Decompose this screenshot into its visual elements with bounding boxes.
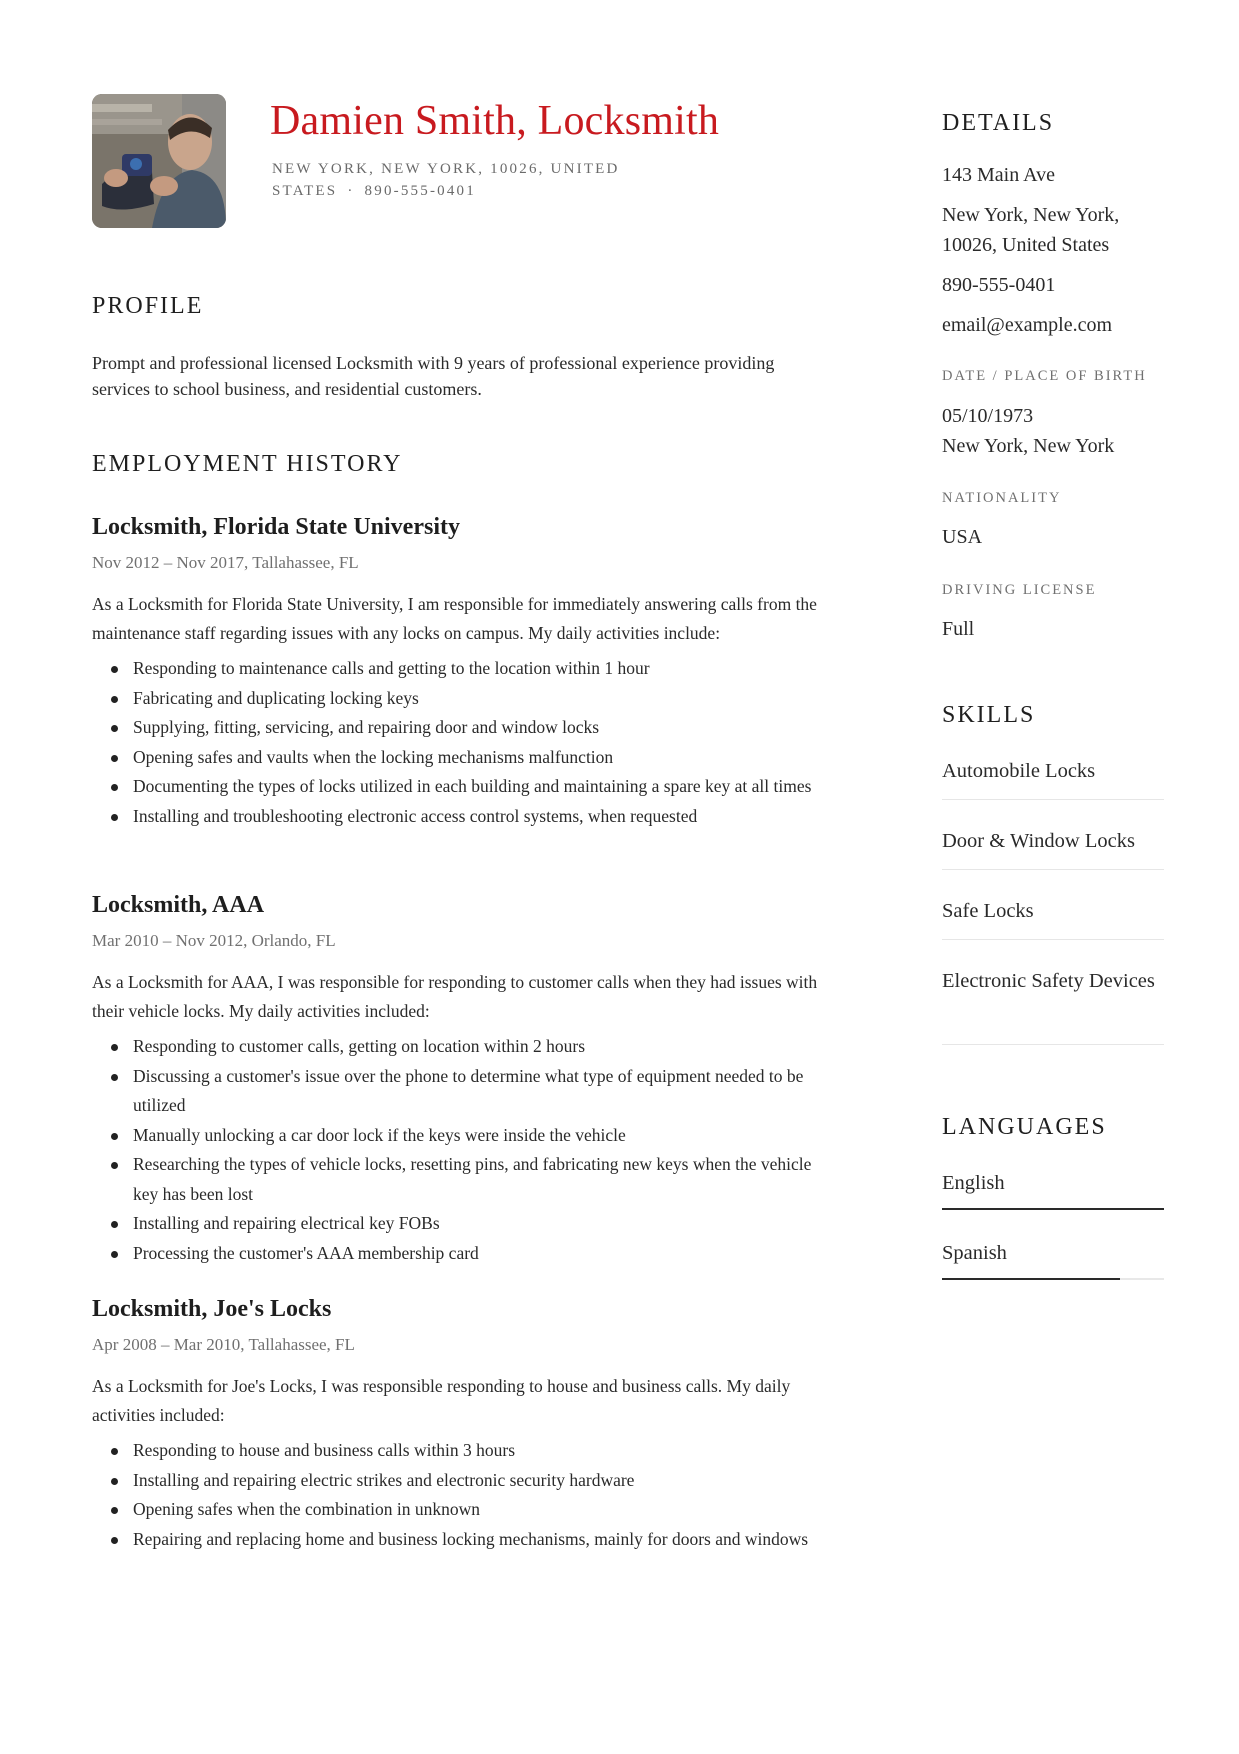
- language-level-fill: [942, 1278, 1120, 1280]
- bullet-icon: [111, 784, 118, 791]
- list-item: Installing and repairing electric strikes and electronic security hardware: [92, 1466, 832, 1496]
- job-dates: Nov 2012 – Nov 2017, Tallahassee, FL: [92, 553, 359, 572]
- profile-summary: Prompt and professional licensed Locksmith with 9 years of professional experience providing services to school business, and residential customers.: [92, 353, 775, 399]
- bullet-icon: [111, 1507, 118, 1514]
- employment-heading: EMPLOYMENT HISTORY: [92, 451, 403, 477]
- bullet-icon: [111, 1251, 118, 1258]
- detail-phone: 890-555-0401: [942, 274, 1056, 296]
- job-title: Locksmith, Florida State University: [92, 514, 460, 540]
- list-item: Supplying, fitting, servicing, and repairing door and window locks: [92, 713, 832, 743]
- address-continued: STATES: [272, 183, 338, 199]
- language-item: English: [942, 1172, 1005, 1194]
- details-heading: DETAILS: [942, 110, 1055, 136]
- license-label: DRIVING LICENSE: [942, 582, 1097, 598]
- detail-email[interactable]: email@example.com: [942, 314, 1113, 336]
- profile-heading: PROFILE: [92, 293, 204, 319]
- list-item: Responding to maintenance calls and getting to the location within 1 hour: [92, 654, 832, 684]
- bullet-icon: [111, 1074, 118, 1081]
- license-value: Full: [942, 618, 975, 640]
- job-dates: Apr 2008 – Mar 2010, Tallahassee, FL: [92, 1335, 355, 1354]
- list-item: Manually unlocking a car door lock if the keys were inside the vehicle: [92, 1121, 832, 1151]
- birth-date: 05/10/1973: [942, 405, 1034, 427]
- language-level-fill: [942, 1208, 1164, 1210]
- list-item: Installing and repairing electrical key FOBs: [92, 1209, 832, 1239]
- list-item: Researching the types of vehicle locks, resetting pins, and fabricating new keys when the vehicle key has been lost: [92, 1150, 832, 1209]
- list-item: Installing and troubleshooting electronic access control systems, when requested: [92, 802, 832, 832]
- list-item: Opening safes when the combination in unknown: [92, 1495, 832, 1525]
- header-phone: 890-555-0401: [364, 183, 476, 199]
- skill-item: Automobile Locks: [942, 760, 1096, 782]
- bullet-icon: [111, 696, 118, 703]
- job-title: Locksmith, Joe's Locks: [92, 1296, 332, 1322]
- bullet-icon: [111, 1478, 118, 1485]
- bullet-icon: [111, 1221, 118, 1228]
- skill-item: Safe Locks: [942, 900, 1034, 922]
- list-item: Processing the customer's AAA membership card: [92, 1239, 832, 1269]
- job-entry: [92, 512, 842, 831]
- language-item: Spanish: [942, 1242, 1007, 1264]
- bullet-icon: [111, 1448, 118, 1455]
- detail-city: New York, New York, 10026, United States: [942, 204, 1120, 256]
- list-item: Discussing a customer's issue over the phone to determine what type of equipment needed to be utilized: [92, 1062, 832, 1121]
- job-entry: [92, 890, 842, 1268]
- separator-dot: ·: [347, 183, 355, 199]
- job-duties: [92, 1032, 842, 1268]
- list-item: Fabricating and duplicating locking keys: [92, 684, 832, 714]
- list-item: Repairing and replacing home and business locking mechanisms, mainly for doors and windows: [92, 1525, 832, 1555]
- list-item: Documenting the types of locks utilized in each building and maintaining a spare key at all times: [92, 772, 832, 802]
- list-item: Responding to house and business calls within 3 hours: [92, 1436, 832, 1466]
- language-level-bar: [942, 1278, 1164, 1280]
- languages-heading: LANGUAGES: [942, 1114, 1107, 1140]
- profile-photo: [92, 94, 226, 228]
- address-line: NEW YORK, NEW YORK, 10026, UNITED: [272, 161, 620, 177]
- nationality-value: USA: [942, 526, 983, 548]
- job-duties: [92, 654, 842, 831]
- birth-place: New York, New York: [942, 435, 1115, 457]
- skill-divider: [942, 939, 1164, 940]
- job-title: Locksmith, AAA: [92, 892, 265, 918]
- skill-divider: [942, 1044, 1164, 1045]
- bullet-icon: [111, 814, 118, 821]
- skill-divider: [942, 869, 1164, 870]
- language-level-bar: [942, 1208, 1164, 1210]
- bullet-icon: [111, 755, 118, 762]
- job-dates: Mar 2010 – Nov 2012, Orlando, FL: [92, 931, 336, 950]
- skill-divider: [942, 799, 1164, 800]
- bullet-icon: [111, 1044, 118, 1051]
- list-item: Opening safes and vaults when the locking mechanisms malfunction: [92, 743, 832, 773]
- skill-item: Door & Window Locks: [942, 830, 1135, 852]
- job-description: As a Locksmith for Joe's Locks, I was responsible responding to house and business calls. My daily activities included:: [92, 1376, 791, 1425]
- contact-line: [272, 183, 476, 200]
- job-entry: [92, 1294, 842, 1554]
- bullet-icon: [111, 666, 118, 673]
- bullet-icon: [111, 1133, 118, 1140]
- bullet-icon: [111, 1537, 118, 1544]
- bullet-icon: [111, 1162, 118, 1169]
- skill-item: Electronic Safety Devices: [942, 970, 1155, 992]
- skills-heading: SKILLS: [942, 702, 1036, 728]
- list-item: Responding to customer calls, getting on location within 2 hours: [92, 1032, 832, 1062]
- job-description: As a Locksmith for AAA, I was responsible for responding to customer calls when they had issues with their vehicle locks. My daily activities included:: [92, 972, 818, 1021]
- birth-label: DATE / PLACE OF BIRTH: [942, 368, 1147, 384]
- candidate-name: Damien Smith, Locksmith: [270, 98, 720, 144]
- nationality-label: NATIONALITY: [942, 490, 1062, 506]
- detail-street: 143 Main Ave: [942, 164, 1055, 186]
- job-duties: [92, 1436, 842, 1554]
- bullet-icon: [111, 725, 118, 732]
- job-description: As a Locksmith for Florida State University, I am responsible for immediately answering calls from the maintenance staff regarding issues with any locks on campus. My daily activities include:: [92, 594, 817, 643]
